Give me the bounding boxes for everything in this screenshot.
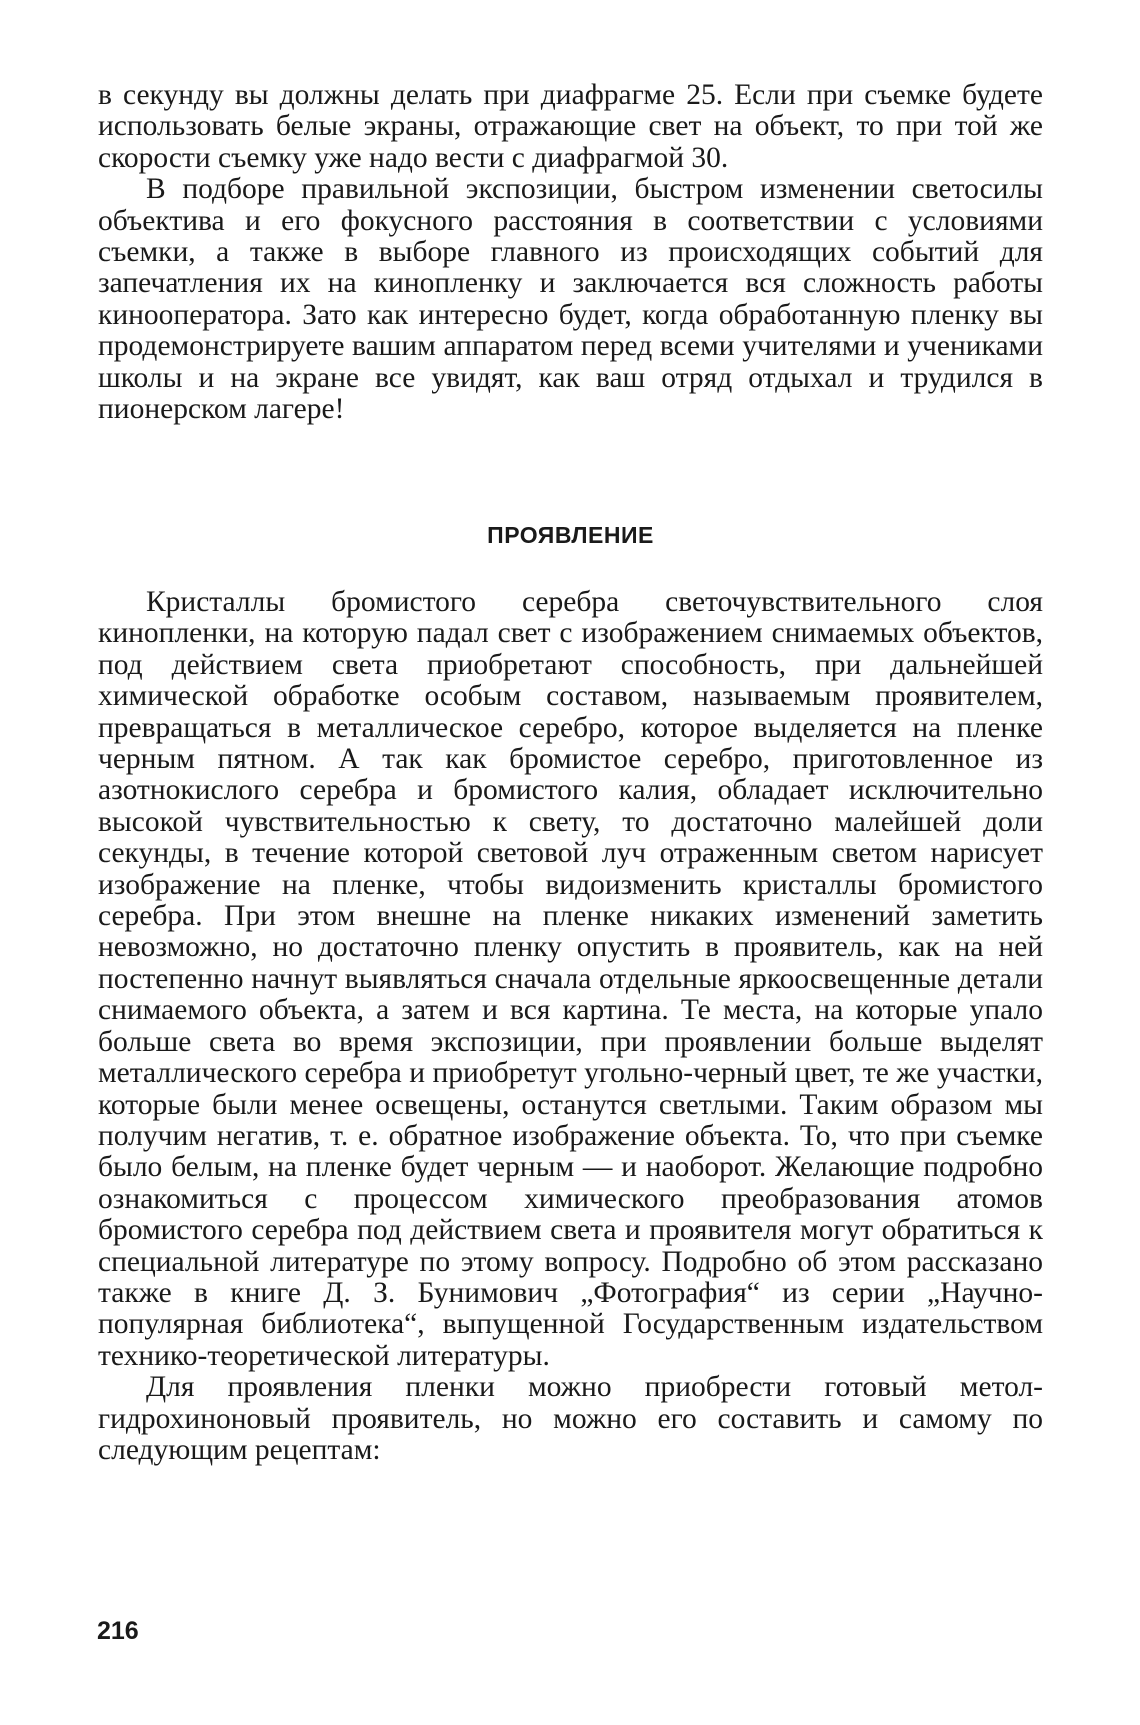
page-number: 216 xyxy=(97,1617,139,1645)
development-text-section xyxy=(98,587,1043,1466)
section-heading: ПРОЯВЛЕНИЕ xyxy=(487,522,654,548)
paragraph-exposure-end: в секунду вы должны делать при диафрагме 25. Если при съемке будете использовать белые экраны, отражающие свет на объект, то при той же скорости съемку уже надо вести с диафрагмой 30. xyxy=(98,79,1043,174)
top-text-section xyxy=(98,80,1043,425)
paragraph-developer-recipes: Для проявления пленки можно приобрести готовый метолгидрохиноновый проявитель, но можно его составить и самому по следующим рецептам: xyxy=(98,1371,1043,1466)
paragraph-silver-bromide: Кристаллы бромистого серебра светочувствительного слоя кинопленки, на которую падал свет с изображением снимаемых объектов, под действием света приобретают способность, при дальнейшей химической обработке особым составом, называемым проявителем, превращаться в металлическое серебро, которое выделяется на пленке черным пятном. А так как бромистое серебро, приготовленное из азотнокислого серебра и бромистого калия, обладает исключительно высокой чувствительностью к свету, то достаточно малейшей доли секунды, в течение которой световой луч отраженным светом нарисует изображение на пленке, чтобы видоизменить кристаллы бромистого серебра. При этом внешне на пленке никаких изменений заметить невозможно, но достаточно пленку опустить в проявитель, как на ней постепенно начнут выявляться сначала отдельные яркоосвещенные детали снимаемого объекта, а затем и вся картина. Те места, на которые упало больше света во время экспозиции, при проявлении больше выделят металлического серебра и приобретут угольно-черный цвет, те же участки, которые были менее освещены, останутся светлыми. Таким образом мы получим негатив, т. е. обратное изображение объекта. То, что при съемке было белым, на пленке будет черным — и наоборот. Желающие подробно ознакомиться с процессом химического преобразования атомов бромистого серебра под действием света и проявителя могут обратиться к специальной литературе по этому вопросу. Подробно об этом рассказано также в книге Д. З. Бунимович „Фотография“ из серии „Научно-популярная библиотека“, выпущенной Государственным издательством технико-теоретической литературы. xyxy=(98,586,1043,1372)
paragraph-cameraman-work: В подборе правильной экспозиции, быстром изменении светосилы объектива и его фокусного расстояния в соответствии с условиями съемки, а также в выборе главного из происходящих событий для запечатления их на кинопленку и заключается вся сложность работы кинооператора. Зато как интересно будет, когда обработанную пленку вы продемонстрируете вашим аппаратом перед всеми учителями и учениками школы и на экране все увидят, как ваш отряд отдыхал и трудился в пионерском лагере! xyxy=(98,173,1043,426)
